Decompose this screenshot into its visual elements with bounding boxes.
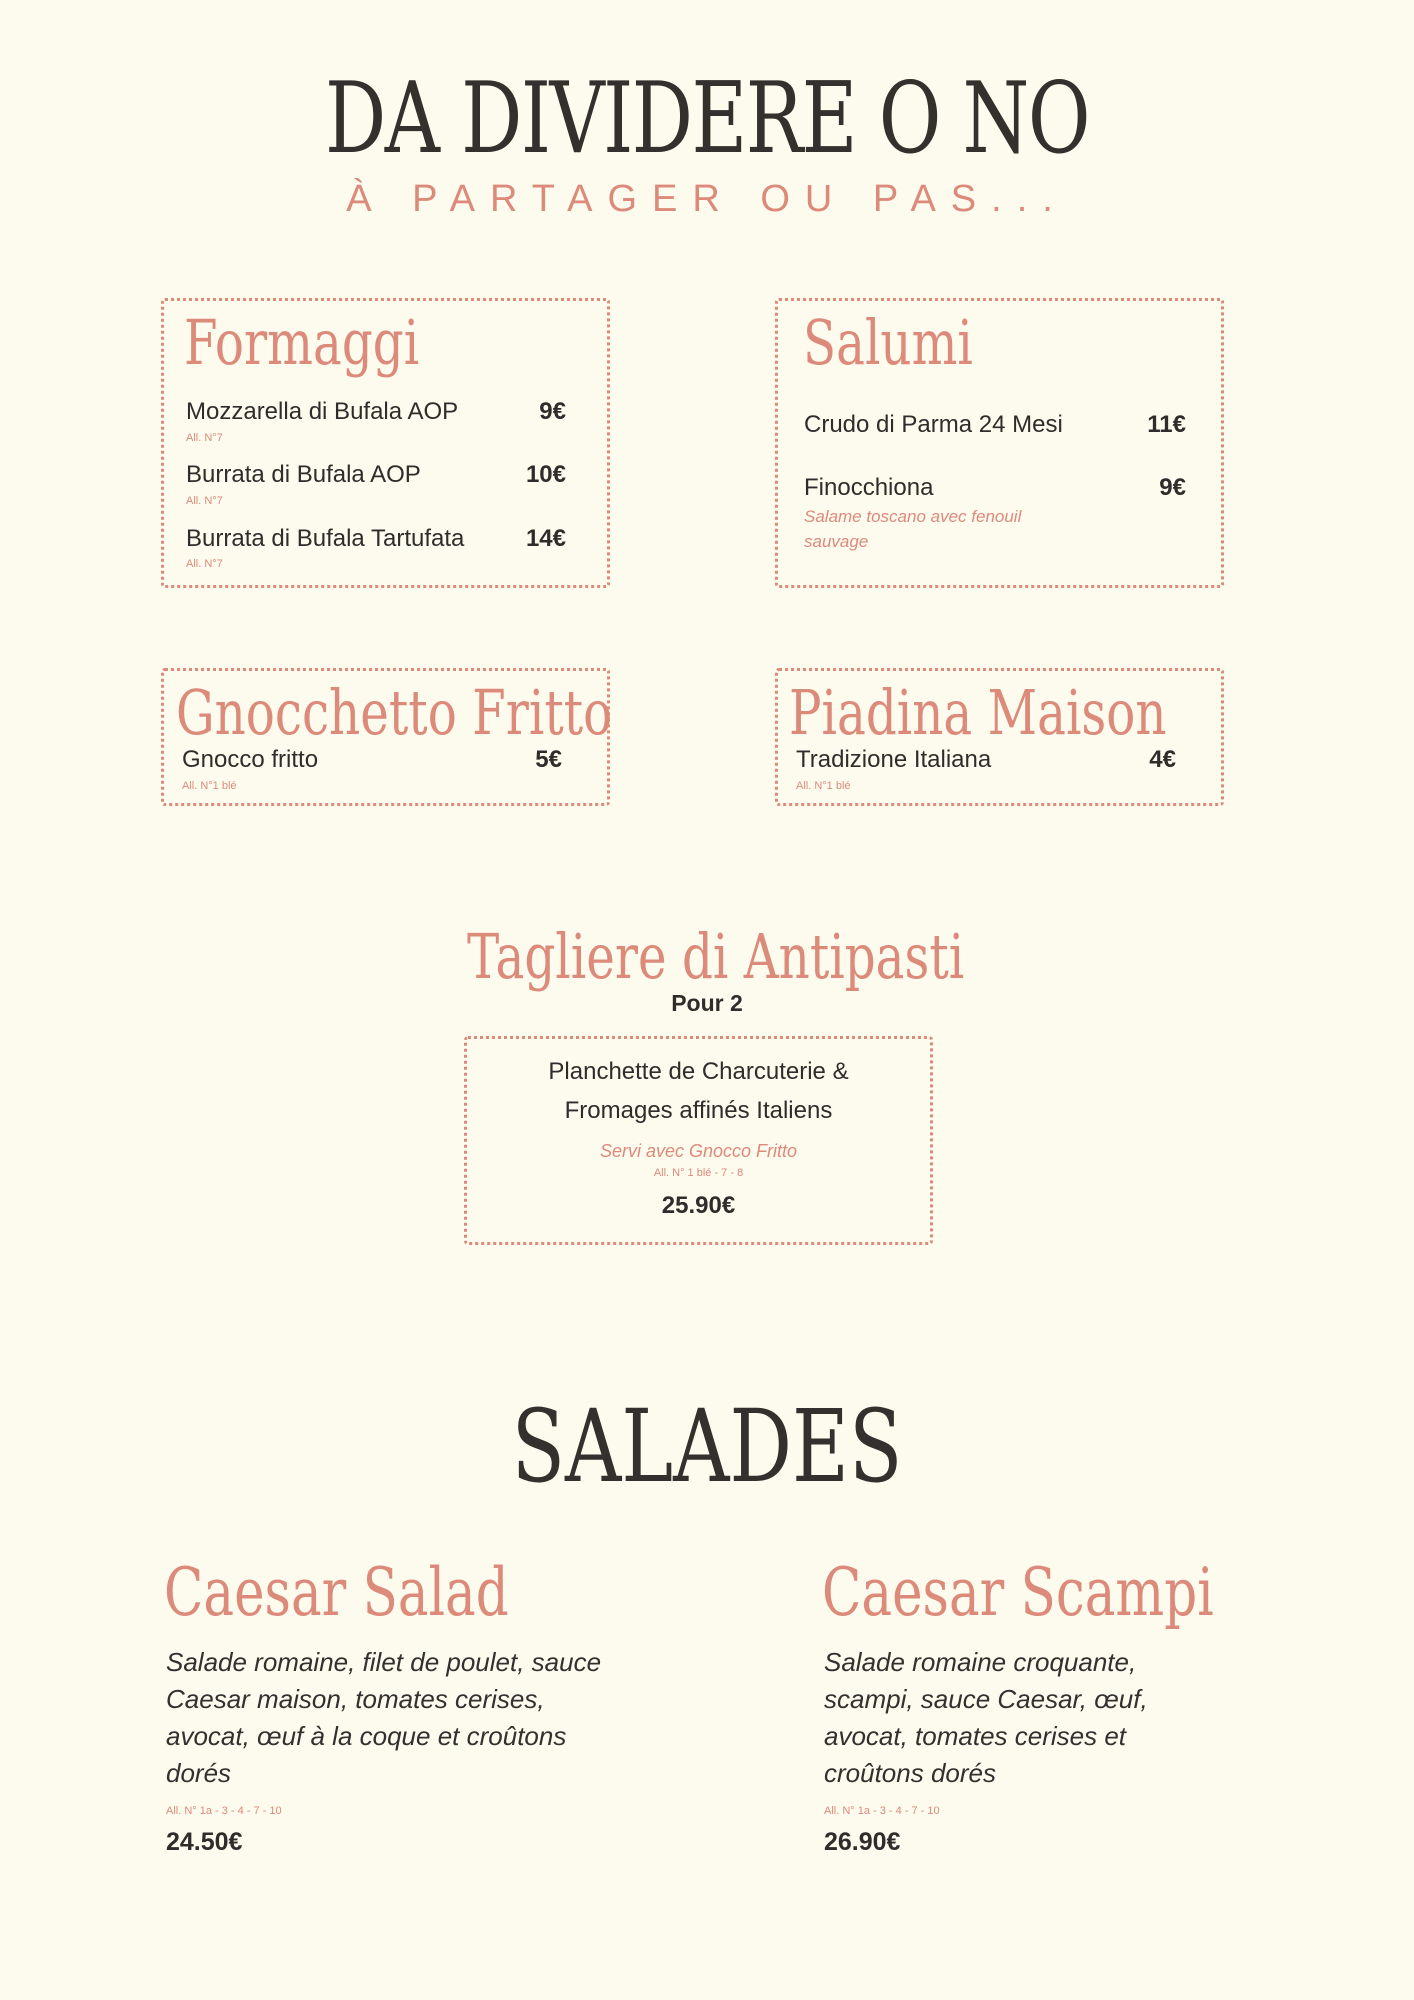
salumi-item-name: Crudo di Parma 24 Mesi	[804, 411, 1063, 438]
salad-description-line: Salade romaine, filet de poulet, sauce	[166, 1647, 602, 1677]
formaggi-item-name: Burrata di Bufala AOP	[186, 461, 421, 488]
formaggi-item-name: Burrata di Bufala Tartufata	[186, 525, 465, 552]
formaggi-item-price: 9€	[539, 398, 566, 425]
salad-description	[824, 1644, 1294, 1792]
formaggi-item-name: Mozzarella di Bufala AOP	[186, 398, 459, 425]
piadina-item-name: Tradizione Italiana	[796, 746, 992, 773]
salad-name: Caesar Scampi	[822, 1554, 1214, 1631]
salad-description-line: dorés	[166, 1758, 232, 1788]
formaggi-title: Formaggi	[184, 306, 420, 379]
salad-description-line: scampi, sauce Caesar, œuf,	[824, 1684, 1148, 1714]
salades-title: SALADES	[511, 1388, 903, 1505]
salad-name: Caesar Salad	[164, 1554, 509, 1631]
piadina-title: Piadina Maison	[789, 676, 1167, 749]
salumi-item-name: Finocchiona	[804, 474, 934, 501]
salad-price: 24.50€	[166, 1828, 243, 1856]
piadina-item-allergen: All. N°1 blé	[796, 780, 851, 792]
formaggi-item-allergen: All. N°7	[186, 432, 223, 444]
salumi-title: Salumi	[803, 306, 973, 379]
salad-price: 26.90€	[824, 1828, 901, 1856]
salad-allergen: All. N° 1a - 3 - 4 - 7 - 10	[166, 1805, 282, 1817]
salumi-item-description: Salame toscano avec fenouil	[804, 507, 1022, 526]
salad-description-line: croûtons dorés	[824, 1758, 996, 1788]
tagliere-subtitle: Pour 2	[671, 990, 743, 1016]
salumi-item-price: 9€	[1159, 474, 1186, 501]
gnocchetto-item-price: 5€	[535, 746, 562, 773]
salad-description-line: avocat, œuf à la coque et croûtons	[166, 1721, 567, 1751]
salumi-item-description: sauvage	[804, 532, 869, 551]
formaggi-item-price: 14€	[525, 525, 566, 552]
salad-description	[166, 1644, 636, 1792]
formaggi-item-allergen: All. N°7	[186, 558, 223, 570]
salad-description-line: Salade romaine croquante,	[824, 1647, 1137, 1677]
tagliere-description: Fromages affinés Italiens	[564, 1097, 833, 1124]
page-title: DA DIVIDERE O NO	[325, 62, 1089, 176]
salad-description-line: avocat, tomates cerises et	[824, 1721, 1127, 1751]
tagliere-description: Planchette de Charcuterie &	[548, 1058, 849, 1085]
tagliere-served: Servi avec Gnocco Fritto	[599, 1141, 798, 1161]
formaggi-item-allergen: All. N°7	[186, 495, 223, 507]
tagliere-title: Tagliere di Antipasti	[467, 920, 965, 993]
formaggi-item-price: 10€	[525, 461, 566, 488]
salad-description-line: Caesar maison, tomates cerises,	[166, 1684, 545, 1714]
page-subtitle: À PARTAGER OU PAS...	[346, 178, 1068, 220]
gnocchetto-item-allergen: All. N°1 blé	[182, 780, 237, 792]
gnocchetto-item-name: Gnocco fritto	[182, 746, 319, 773]
tagliere-allergen: All. N° 1 blé - 7 - 8	[653, 1167, 744, 1179]
salumi-item-price: 11€	[1147, 411, 1186, 438]
tagliere-price: 25.90€	[661, 1192, 736, 1219]
salad-allergen: All. N° 1a - 3 - 4 - 7 - 10	[824, 1805, 940, 1817]
gnocchetto-title: Gnocchetto Fritto	[176, 676, 613, 749]
piadina-item-price: 4€	[1149, 746, 1176, 773]
